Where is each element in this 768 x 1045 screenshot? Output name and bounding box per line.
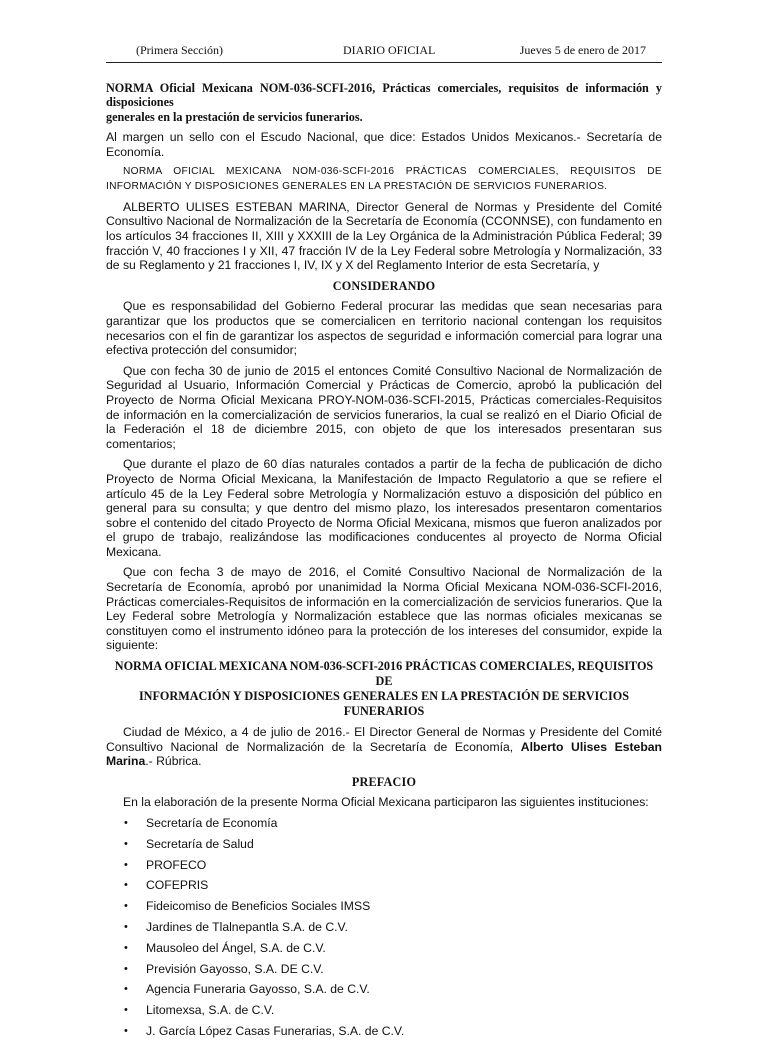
considerando-paragraph-4: Que con fecha 3 de mayo de 2016, el Comité Consultivo Nacional de Normalización de la Secretaría de Economía, aprobó por unanimidad la Norma Oficial Mexicana NOM-036-SCFI-2016, Prácticas comerciales-Requisitos de información en la comercialización de servicios funerarios. Que la Ley Federal sobre Metrología y Normalización establece que las normas oficiales mexicanas se constituyen como el instrumento idóneo para la protección de los intereses del consumidor, expide la siguiente: bbox=[106, 565, 662, 653]
margin-note: Al margen un sello con el Escudo Nacional, que dice: Estados Unidos Mexicanos.- Secretaría de Economía. bbox=[106, 130, 662, 159]
considerando-paragraph-2: Que con fecha 30 de junio de 2015 el entonces Comité Consultivo Nacional de Normalización de Seguridad al Usuario, Información Comercial y Prácticas de Comercio, aprobó la publicación del Proyecto de Norma Oficial Mexicana PROY-NOM-036-SCFI-2015, Prácticas comerciales-Requisitos de información en la comercialización de servicios funerarios, la cual se realizó en el Diario Oficial de la Federación el 18 de diciembre 2015, con objeto de que los interesados presentaran sus comentarios; bbox=[106, 363, 662, 451]
list-item bbox=[106, 941, 662, 962]
list-item bbox=[106, 878, 662, 899]
institution-name: Jardines de Tlalnepantla S.A. de C.V. bbox=[146, 919, 348, 934]
document-title-line-1: NORMA Oficial Mexicana NOM-036-SCFI-2016, Prácticas comerciales, requisitos de información y disposiciones bbox=[106, 81, 662, 110]
list-item bbox=[106, 858, 662, 879]
header-rule bbox=[106, 62, 662, 63]
intro-paragraph: ALBERTO ULISES ESTEBAN MARINA, Director General de Normas y Presidente del Comité Consultivo Nacional de Normalización de la Secretaría de Economía (CCONNSE), con fundamento en los artículos 34 fracciones II, XIII y XXXIII de la Ley Orgánica de la Administración Pública Federal; 39 fracción V, 40 fracciones I y XII, 47 fracción IV de la Ley Federal sobre Metrología y Normalización, 33 de su Reglamento y 21 fracciones I, IV, IX y X del Reglamento Interior de esta Secretaría, y bbox=[106, 199, 662, 273]
list-item bbox=[106, 1024, 662, 1045]
institutions-list bbox=[106, 816, 662, 1045]
signature-paragraph bbox=[106, 725, 662, 769]
list-item bbox=[106, 837, 662, 858]
norm-title bbox=[106, 659, 662, 719]
section-label: (Primera Sección) bbox=[136, 43, 223, 57]
bullet-icon: • bbox=[124, 1024, 128, 1037]
signature-text: Ciudad de México, a 4 de julio de 2016.- El Director General de Normas y Presidente del Comité Consultivo Nacional de Normalización de la Secretaría de Economía, bbox=[106, 725, 662, 754]
list-item bbox=[106, 962, 662, 983]
signatory-name: Alberto Ulises Esteban Marina bbox=[106, 739, 663, 769]
list-item bbox=[106, 1003, 662, 1024]
document-title bbox=[106, 81, 662, 124]
list-item bbox=[106, 899, 662, 920]
list-item bbox=[106, 920, 662, 941]
institution-name: Secretaría de Economía bbox=[146, 816, 278, 830]
institution-name: Agencia Funeraria Gayosso, S.A. de C.V. bbox=[146, 982, 370, 997]
bullet-icon: • bbox=[124, 920, 128, 933]
bullet-icon: • bbox=[124, 941, 128, 954]
institution-name: COFEPRIS bbox=[146, 878, 209, 893]
list-item bbox=[106, 816, 662, 837]
considerando-paragraph-1: Que es responsabilidad del Gobierno Federal procurar las medidas que sean necesarias para garantizar que los productos que se comercialicen en territorio nacional contengan los requisitos necesarios con el fin de garantizar los aspectos de seguridad e información comercial para lograr una efectiva protección del consumidor; bbox=[106, 299, 662, 358]
list-item bbox=[106, 982, 662, 1003]
bullet-icon: • bbox=[124, 858, 128, 871]
document-body bbox=[106, 81, 662, 1045]
institution-name: Litomexsa, S.A. de C.V. bbox=[146, 1003, 275, 1018]
norm-title-line-1: NORMA OFICIAL MEXICANA NOM-036-SCFI-2016 PRÁCTICAS COMERCIALES, REQUISITOS DE bbox=[114, 659, 654, 689]
publication-name: DIARIO OFICIAL bbox=[343, 43, 436, 57]
publication-date: Jueves 5 de enero de 2017 bbox=[519, 43, 646, 57]
bullet-icon: • bbox=[124, 962, 128, 975]
considerando-heading: CONSIDERANDO bbox=[332, 278, 436, 293]
norm-title-line-2: INFORMACIÓN Y DISPOSICIONES GENERALES EN LA PRESTACIÓN DE SERVICIOS FUNERARIOS bbox=[138, 689, 630, 719]
institution-name: Secretaría de Salud bbox=[146, 836, 254, 851]
prefacio-intro: En la elaboración de la presente Norma Oficial Mexicana participaron las siguientes instituciones: bbox=[123, 795, 649, 810]
signature-rubrica: .- Rúbrica. bbox=[145, 754, 202, 769]
bullet-icon: • bbox=[124, 817, 128, 829]
caps-title: NORMA OFICIAL MEXICANA NOM-036-SCFI-2016 PRÁCTICAS COMERCIALES, REQUISITOS DE INFORMACIÓN Y DISPOSICIONES GENERALES EN LA PRESTACIÓN DE SERVICIOS FUNERARIOS. bbox=[106, 166, 662, 192]
prefacio-heading: PREFACIO bbox=[351, 774, 417, 789]
institution-name: J. García López Casas Funerarias, S.A. de C.V. bbox=[146, 1023, 405, 1038]
institution-name: Previsión Gayosso, S.A. DE C.V. bbox=[146, 961, 324, 976]
institution-name: PROFECO bbox=[146, 857, 207, 872]
institution-name: Fideicomiso de Beneficios Sociales IMSS bbox=[146, 899, 371, 914]
bullet-icon: • bbox=[124, 900, 128, 913]
institution-name: Mausoleo del Ángel, S.A. de C.V. bbox=[146, 940, 326, 955]
bullet-icon: • bbox=[124, 837, 128, 850]
document-title-line-2: generales en la prestación de servicios funerarios. bbox=[106, 109, 363, 124]
bullet-icon: • bbox=[124, 983, 128, 996]
bullet-icon: • bbox=[124, 879, 128, 892]
considerando-paragraph-3: Que durante el plazo de 60 días naturales contados a partir de la fecha de publicación de dicho Proyecto de Norma Oficial Mexicana, la Manifestación de Impacto Regulatorio a que se refiere el artículo 45 de la Ley Federal sobre Metrología y Normalización estuvo a disposición del público en general para su consulta; y que dentro del mismo plazo, los interesados presentaron comentarios sobre el contenido del citado Proyecto de Norma Oficial Mexicana, mismos que fueron analizados por el grupo de trabajo, realizándose las modificaciones conducentes al proyecto de Norma Oficial Mexicana. bbox=[106, 457, 662, 559]
bullet-icon: • bbox=[124, 1004, 128, 1017]
page-header bbox=[106, 40, 646, 58]
